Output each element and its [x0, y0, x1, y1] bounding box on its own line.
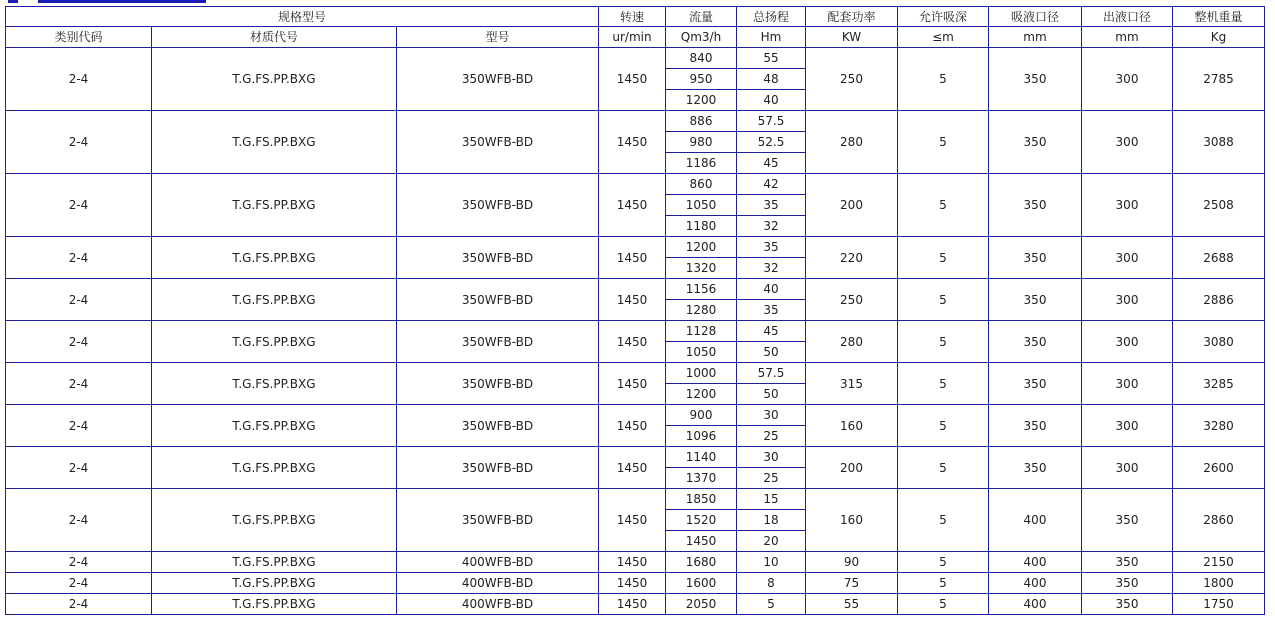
flow-cell: 1200: [666, 237, 737, 258]
weight-cell: 3088: [1173, 111, 1265, 174]
flow-cell: 840: [666, 48, 737, 69]
power-cell: 280: [806, 111, 898, 174]
table-row: [6, 321, 1265, 342]
header-category-code: 类别代码: [6, 27, 152, 48]
table-header: [6, 7, 1265, 48]
weight-cell: 2886: [1173, 279, 1265, 321]
outlet-cell: 300: [1082, 447, 1173, 489]
inlet-cell: 350: [989, 321, 1082, 363]
head-cell: 50: [737, 384, 806, 405]
head-cell: 25: [737, 426, 806, 447]
head-cell: 32: [737, 216, 806, 237]
speed-cell: 1450: [599, 111, 666, 174]
flow-cell: 1850: [666, 489, 737, 510]
flow-cell: 980: [666, 132, 737, 153]
speed-cell: 1450: [599, 321, 666, 363]
speed-cell: 1450: [599, 594, 666, 615]
flow-cell: 950: [666, 69, 737, 90]
flow-cell: 1280: [666, 300, 737, 321]
category-cell: 2-4: [6, 552, 152, 573]
head-cell: 25: [737, 468, 806, 489]
speed-cell: 1450: [599, 405, 666, 447]
category-cell: 2-4: [6, 48, 152, 111]
table-body: [6, 48, 1265, 615]
model-cell: 400WFB-BD: [397, 594, 599, 615]
table-row: [6, 552, 1265, 573]
power-cell: 315: [806, 363, 898, 405]
suction-cell: 5: [898, 594, 989, 615]
inlet-cell: 350: [989, 279, 1082, 321]
model-cell: 350WFB-BD: [397, 237, 599, 279]
header-weight-unit: Kg: [1173, 27, 1265, 48]
suction-cell: 5: [898, 279, 989, 321]
header-inlet: 吸液口径: [989, 7, 1082, 27]
model-cell: 350WFB-BD: [397, 111, 599, 174]
speed-cell: 1450: [599, 174, 666, 237]
table-row: [6, 48, 1265, 69]
head-cell: 40: [737, 90, 806, 111]
inlet-cell: 350: [989, 363, 1082, 405]
weight-cell: 3280: [1173, 405, 1265, 447]
speed-cell: 1450: [599, 48, 666, 111]
model-cell: 350WFB-BD: [397, 363, 599, 405]
head-cell: 15: [737, 489, 806, 510]
header-model: 型号: [397, 27, 599, 48]
table-row: [6, 363, 1265, 384]
flow-cell: 1050: [666, 195, 737, 216]
head-cell: 50: [737, 342, 806, 363]
flow-cell: 1600: [666, 573, 737, 594]
weight-cell: 2508: [1173, 174, 1265, 237]
table-row: [6, 447, 1265, 468]
material-cell: T.G.FS.PP.BXG: [152, 48, 397, 111]
suction-cell: 5: [898, 447, 989, 489]
category-cell: 2-4: [6, 111, 152, 174]
head-cell: 45: [737, 321, 806, 342]
header-inlet-unit: mm: [989, 27, 1082, 48]
head-cell: 52.5: [737, 132, 806, 153]
header-suction-depth: 允许吸深: [898, 7, 989, 27]
flow-cell: 1140: [666, 447, 737, 468]
material-cell: T.G.FS.PP.BXG: [152, 111, 397, 174]
decorative-bar: [38, 0, 206, 3]
inlet-cell: 350: [989, 174, 1082, 237]
weight-cell: 2150: [1173, 552, 1265, 573]
outlet-cell: 300: [1082, 237, 1173, 279]
power-cell: 220: [806, 237, 898, 279]
outlet-cell: 300: [1082, 111, 1173, 174]
header-head-unit: Hm: [737, 27, 806, 48]
model-cell: 350WFB-BD: [397, 174, 599, 237]
flow-cell: 1096: [666, 426, 737, 447]
flow-cell: 1370: [666, 468, 737, 489]
flow-cell: 860: [666, 174, 737, 195]
inlet-cell: 350: [989, 237, 1082, 279]
material-cell: T.G.FS.PP.BXG: [152, 321, 397, 363]
head-cell: 20: [737, 531, 806, 552]
weight-cell: 2600: [1173, 447, 1265, 489]
suction-cell: 5: [898, 405, 989, 447]
header-weight: 整机重量: [1173, 7, 1265, 27]
weight-cell: 3080: [1173, 321, 1265, 363]
category-cell: 2-4: [6, 363, 152, 405]
power-cell: 160: [806, 489, 898, 552]
power-cell: 280: [806, 321, 898, 363]
inlet-cell: 400: [989, 573, 1082, 594]
outlet-cell: 350: [1082, 594, 1173, 615]
header-flow-unit: Qm3/h: [666, 27, 737, 48]
model-cell: 400WFB-BD: [397, 552, 599, 573]
header-power: 配套功率: [806, 7, 898, 27]
head-cell: 35: [737, 195, 806, 216]
suction-cell: 5: [898, 237, 989, 279]
model-cell: 350WFB-BD: [397, 447, 599, 489]
head-cell: 48: [737, 69, 806, 90]
category-cell: 2-4: [6, 594, 152, 615]
head-cell: 18: [737, 510, 806, 531]
category-cell: 2-4: [6, 237, 152, 279]
flow-cell: 1520: [666, 510, 737, 531]
weight-cell: 3285: [1173, 363, 1265, 405]
speed-cell: 1450: [599, 552, 666, 573]
material-cell: T.G.FS.PP.BXG: [152, 489, 397, 552]
flow-cell: 1000: [666, 363, 737, 384]
table-row: [6, 489, 1265, 510]
head-cell: 32: [737, 258, 806, 279]
flow-cell: 1128: [666, 321, 737, 342]
model-cell: 400WFB-BD: [397, 573, 599, 594]
header-material-code: 材质代号: [152, 27, 397, 48]
model-cell: 350WFB-BD: [397, 279, 599, 321]
power-cell: 160: [806, 405, 898, 447]
header-power-unit: KW: [806, 27, 898, 48]
outlet-cell: 350: [1082, 552, 1173, 573]
header-outlet-unit: mm: [1082, 27, 1173, 48]
suction-cell: 5: [898, 321, 989, 363]
head-cell: 40: [737, 279, 806, 300]
decorative-bar: [8, 0, 18, 3]
speed-cell: 1450: [599, 237, 666, 279]
weight-cell: 1800: [1173, 573, 1265, 594]
header-suction-unit: ≤m: [898, 27, 989, 48]
category-cell: 2-4: [6, 321, 152, 363]
model-cell: 350WFB-BD: [397, 489, 599, 552]
model-cell: 350WFB-BD: [397, 48, 599, 111]
speed-cell: 1450: [599, 573, 666, 594]
category-cell: 2-4: [6, 279, 152, 321]
suction-cell: 5: [898, 552, 989, 573]
header-flow: 流量: [666, 7, 737, 27]
header-head: 总扬程: [737, 7, 806, 27]
header-outlet: 出液口径: [1082, 7, 1173, 27]
table-row: [6, 279, 1265, 300]
header-spec-model: 规格型号: [6, 7, 599, 27]
model-cell: 350WFB-BD: [397, 321, 599, 363]
outlet-cell: 300: [1082, 174, 1173, 237]
material-cell: T.G.FS.PP.BXG: [152, 279, 397, 321]
head-cell: 10: [737, 552, 806, 573]
inlet-cell: 400: [989, 489, 1082, 552]
power-cell: 90: [806, 552, 898, 573]
flow-cell: 1186: [666, 153, 737, 174]
flow-cell: 1050: [666, 342, 737, 363]
speed-cell: 1450: [599, 279, 666, 321]
inlet-cell: 350: [989, 447, 1082, 489]
table-row: [6, 594, 1265, 615]
weight-cell: 2688: [1173, 237, 1265, 279]
flow-cell: 1450: [666, 531, 737, 552]
head-cell: 42: [737, 174, 806, 195]
head-cell: 55: [737, 48, 806, 69]
flow-cell: 1200: [666, 384, 737, 405]
head-cell: 57.5: [737, 111, 806, 132]
category-cell: 2-4: [6, 489, 152, 552]
suction-cell: 5: [898, 489, 989, 552]
inlet-cell: 350: [989, 405, 1082, 447]
suction-cell: 5: [898, 363, 989, 405]
header-speed: 转速: [599, 7, 666, 27]
flow-cell: 1320: [666, 258, 737, 279]
outlet-cell: 300: [1082, 363, 1173, 405]
flow-cell: 900: [666, 405, 737, 426]
flow-cell: 886: [666, 111, 737, 132]
inlet-cell: 400: [989, 552, 1082, 573]
material-cell: T.G.FS.PP.BXG: [152, 447, 397, 489]
head-cell: 45: [737, 153, 806, 174]
power-cell: 55: [806, 594, 898, 615]
material-cell: T.G.FS.PP.BXG: [152, 594, 397, 615]
head-cell: 35: [737, 300, 806, 321]
speed-cell: 1450: [599, 447, 666, 489]
pump-spec-table: [5, 6, 1265, 615]
table-row: [6, 237, 1265, 258]
outlet-cell: 300: [1082, 279, 1173, 321]
head-cell: 35: [737, 237, 806, 258]
power-cell: 75: [806, 573, 898, 594]
weight-cell: 1750: [1173, 594, 1265, 615]
flow-cell: 1180: [666, 216, 737, 237]
outlet-cell: 300: [1082, 321, 1173, 363]
category-cell: 2-4: [6, 573, 152, 594]
table-row: [6, 111, 1265, 132]
outlet-cell: 300: [1082, 405, 1173, 447]
flow-cell: 2050: [666, 594, 737, 615]
category-cell: 2-4: [6, 405, 152, 447]
speed-cell: 1450: [599, 363, 666, 405]
suction-cell: 5: [898, 111, 989, 174]
material-cell: T.G.FS.PP.BXG: [152, 363, 397, 405]
material-cell: T.G.FS.PP.BXG: [152, 174, 397, 237]
category-cell: 2-4: [6, 174, 152, 237]
head-cell: 30: [737, 447, 806, 468]
head-cell: 5: [737, 594, 806, 615]
outlet-cell: 300: [1082, 48, 1173, 111]
head-cell: 57.5: [737, 363, 806, 384]
model-cell: 350WFB-BD: [397, 405, 599, 447]
material-cell: T.G.FS.PP.BXG: [152, 405, 397, 447]
material-cell: T.G.FS.PP.BXG: [152, 237, 397, 279]
inlet-cell: 350: [989, 48, 1082, 111]
inlet-cell: 400: [989, 594, 1082, 615]
weight-cell: 2785: [1173, 48, 1265, 111]
head-cell: 30: [737, 405, 806, 426]
inlet-cell: 350: [989, 111, 1082, 174]
head-cell: 8: [737, 573, 806, 594]
weight-cell: 2860: [1173, 489, 1265, 552]
category-cell: 2-4: [6, 447, 152, 489]
power-cell: 250: [806, 279, 898, 321]
outlet-cell: 350: [1082, 489, 1173, 552]
flow-cell: 1200: [666, 90, 737, 111]
material-cell: T.G.FS.PP.BXG: [152, 573, 397, 594]
power-cell: 200: [806, 447, 898, 489]
material-cell: T.G.FS.PP.BXG: [152, 552, 397, 573]
power-cell: 250: [806, 48, 898, 111]
table-row: [6, 573, 1265, 594]
outlet-cell: 350: [1082, 573, 1173, 594]
speed-cell: 1450: [599, 489, 666, 552]
table-row: [6, 405, 1265, 426]
suction-cell: 5: [898, 48, 989, 111]
flow-cell: 1680: [666, 552, 737, 573]
header-speed-unit: ur/min: [599, 27, 666, 48]
suction-cell: 5: [898, 174, 989, 237]
table-row: [6, 174, 1265, 195]
power-cell: 200: [806, 174, 898, 237]
flow-cell: 1156: [666, 279, 737, 300]
suction-cell: 5: [898, 573, 989, 594]
